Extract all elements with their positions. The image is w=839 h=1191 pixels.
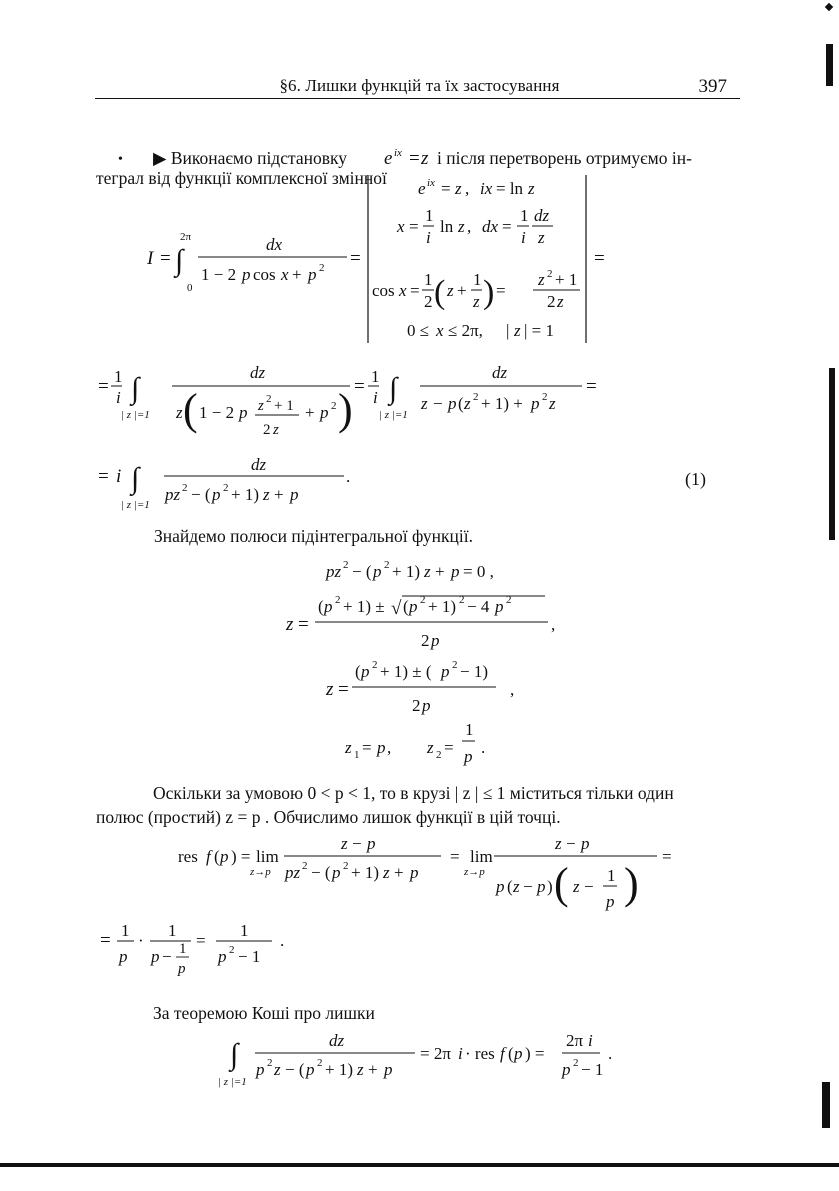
svg-text:lim: lim [256,847,279,866]
formula-quadratic-roots [285,594,555,650]
svg-text:p: p [377,738,386,757]
svg-text:=: = [409,148,420,169]
svg-text:−: − [433,394,443,413]
scan-corner-mark [825,3,833,11]
formula-poles-equation [325,559,494,581]
svg-text:1: 1 [240,921,249,940]
svg-text:(: ( [355,662,361,681]
svg-text:(: ( [403,597,409,616]
svg-text:− (: − ( [352,562,372,581]
svg-text:=: = [441,179,451,198]
formula-pole-values [344,720,485,766]
svg-text:− 4: − 4 [467,597,490,616]
footer-rule [0,1163,839,1167]
svg-text:p: p [410,863,419,882]
svg-text:0 ≤: 0 ≤ [407,321,430,340]
svg-text:ix: ix [427,177,435,189]
svg-text:2: 2 [506,594,512,606]
svg-text:=: = [586,376,597,397]
svg-text:i: i [458,1044,463,1063]
svg-text:p: p [256,1060,265,1079]
page-number: 397 [698,76,727,97]
svg-text:p: p [178,961,186,977]
svg-text:i: i [116,466,122,487]
paragraph-substitution-intro: ▶ Виконаємо підстановку [153,148,347,168]
svg-text:·: · [138,931,144,950]
svg-text:e: e [384,148,393,169]
svg-text:=: = [338,679,349,700]
svg-text:ix: ix [394,147,402,159]
svg-text:pz: pz [165,485,181,504]
svg-text:2: 2 [473,391,479,403]
svg-text:z: z [357,1060,364,1079]
svg-text:= ln: = ln [496,179,524,198]
svg-text:.: . [346,467,351,486]
svg-text:.: . [280,931,285,950]
svg-text:∫: ∫ [389,372,398,405]
svg-text:p: p [441,662,450,681]
svg-text:=: = [196,931,206,950]
svg-text:∫: ∫ [131,372,140,405]
formula-residue [178,834,672,911]
svg-text:=: = [362,738,372,757]
svg-text:p: p [242,265,251,284]
svg-text:+: + [305,403,315,422]
svg-text:=: = [160,248,171,269]
formula-cauchy-integral [218,1031,612,1088]
svg-text:−: − [584,877,594,896]
svg-text:2: 2 [573,1057,579,1069]
svg-text:2: 2 [331,400,337,412]
svg-text:∫: ∫ [230,1038,239,1071]
scan-edge-mark-bottom [822,1082,830,1128]
svg-text:2: 2 [436,749,442,761]
svg-text:dx: dx [482,217,499,236]
svg-text:ix: ix [480,179,493,198]
svg-text:=: = [100,930,111,951]
svg-text:p: p [367,834,376,853]
svg-text:p: p [218,947,227,966]
svg-text:i: i [116,388,121,407]
substitution-table [368,175,605,343]
svg-text:,: , [387,738,392,757]
svg-text:p: p [537,877,546,896]
svg-text:p: p [451,562,460,581]
svg-text:+ 1): + 1) [428,597,456,616]
svg-text:,: , [465,179,470,198]
svg-text:2: 2 [317,1057,323,1069]
svg-text:+ 1: + 1 [555,270,578,289]
svg-text:2π: 2π [566,1031,584,1050]
svg-text:(: ( [458,394,464,413]
running-header-title: §6. Лишки функцій та їх застосування [279,76,560,95]
svg-text:| z |=1: | z |=1 [218,1076,247,1088]
svg-text:pz: pz [285,863,301,882]
svg-text:) =: ) = [231,847,251,866]
svg-text:p: p [464,747,473,766]
svg-text:1: 1 [121,921,130,940]
svg-text:p: p [496,877,505,896]
svg-text:dz: dz [492,363,508,382]
svg-text:+: + [292,265,302,284]
svg-text:√: √ [391,598,402,619]
svg-text:z: z [473,292,480,311]
svg-text:z: z [286,614,294,635]
svg-text:z: z [263,485,270,504]
svg-text:| = 1: | = 1 [524,321,554,340]
svg-text:2: 2 [421,631,430,650]
svg-text:+: + [368,1060,378,1079]
svg-text:2: 2 [542,391,548,403]
svg-text:≤ 2π,: ≤ 2π, [448,321,483,340]
svg-text:2: 2 [372,659,378,671]
svg-text:+ 1): + 1) [231,485,259,504]
svg-text:(: ( [214,847,220,866]
svg-text:− (: − ( [311,863,331,882]
svg-text:2: 2 [459,594,465,606]
svg-text:1: 1 [520,206,529,225]
svg-text:+ 1) ± (: + 1) ± ( [380,662,432,681]
svg-text:(: ( [318,597,324,616]
svg-text:z: z [341,834,348,853]
svg-text:2: 2 [229,944,235,956]
svg-text:2: 2 [343,559,349,571]
formula-transform-line [98,363,597,438]
svg-text:z: z [421,148,429,169]
svg-text:−: − [352,834,362,853]
svg-text:− 1: − 1 [238,947,261,966]
svg-text:i: i [373,388,378,407]
svg-text:dz: dz [534,206,550,225]
svg-text:,: , [551,615,556,634]
svg-text:p: p [308,265,317,284]
svg-text:=: = [350,248,361,269]
svg-text:p: p [320,403,329,422]
formula-integral-I [146,231,361,294]
svg-text:res: res [178,847,198,866]
svg-text:+ 1): + 1) [325,1060,353,1079]
paragraph-substitution-tail: і після перетворень отримуємо ін- [437,148,692,168]
svg-text:2: 2 [182,482,188,494]
paragraph-integral-intro: теграл від функції комплексної змінної [96,168,387,188]
svg-text:2: 2 [384,559,390,571]
svg-text:p: p [581,834,590,853]
svg-text:lim: lim [470,847,493,866]
svg-text:=: = [594,248,605,269]
svg-text:z: z [424,562,431,581]
svg-text:1: 1 [425,206,434,225]
svg-text:2: 2 [266,393,272,405]
formula-roots-simplified [325,659,514,715]
svg-text:2: 2 [547,292,556,311]
svg-text:1: 1 [607,866,616,885]
svg-text:z→p: z→p [464,866,485,878]
svg-text:e: e [418,179,426,198]
svg-text:2: 2 [412,696,421,715]
svg-text:2: 2 [263,422,271,438]
svg-text:i: i [521,228,526,247]
svg-text:= 0 ,: = 0 , [463,562,494,581]
paragraph-condition-line2: полюс (простий) z = p . Обчислимо лишок функції в цій точці. [96,807,561,827]
svg-text:p: p [212,485,221,504]
svg-text:p: p [431,631,440,650]
scan-edge-mark-middle [829,368,835,540]
svg-text:2: 2 [452,659,458,671]
svg-text:cos: cos [253,265,276,284]
svg-text:p: p [384,1060,393,1079]
svg-text:z: z [464,394,471,413]
svg-text:+: + [274,485,284,504]
svg-text:=: = [662,847,672,866]
svg-text:| z |=1: | z |=1 [379,409,408,421]
svg-text:p: p [290,485,299,504]
svg-text:z: z [538,228,545,247]
svg-text:(: ( [434,274,446,311]
svg-text:z: z [274,1060,281,1079]
svg-text:+ 1): + 1) [392,562,420,581]
svg-text:1: 1 [354,749,360,761]
svg-text:=: = [496,281,506,300]
svg-text:z: z [447,281,454,300]
svg-text:2: 2 [267,1057,273,1069]
svg-text:=: = [98,376,109,397]
svg-text:p: p [448,394,457,413]
svg-text:=: = [98,466,109,487]
svg-text:p: p [361,662,370,681]
svg-text:p: p [151,947,160,966]
equation-number: (1) [685,469,706,489]
svg-text:p: p [409,597,418,616]
svg-text:∫: ∫ [131,462,140,495]
svg-text:dz: dz [251,455,267,474]
svg-text:z→p: z→p [250,866,271,878]
svg-text:+ 1: + 1 [274,398,294,414]
svg-text:+: + [435,562,445,581]
svg-text:.: . [481,738,486,757]
svg-text:dz: dz [250,363,266,382]
svg-text:+ 1): + 1) [351,863,379,882]
svg-text:− 1: − 1 [581,1060,604,1079]
svg-text:i: i [588,1031,593,1050]
svg-text:dz: dz [329,1031,345,1050]
svg-text:p: p [606,892,615,911]
svg-text:): ) [338,385,353,434]
svg-text:− (: − ( [191,485,211,504]
svg-text:z: z [176,403,183,422]
svg-text:(: ( [507,877,513,896]
svg-text:−: − [566,834,576,853]
svg-text:x: x [436,321,444,340]
svg-text:z: z [513,877,520,896]
svg-text:=: = [410,281,420,300]
svg-text:pz: pz [326,562,342,581]
svg-text:,: , [467,217,472,236]
bullet-mark: • [118,152,123,167]
svg-text:z: z [383,863,390,882]
svg-text:2π: 2π [180,231,192,243]
svg-text:,: , [510,680,515,699]
svg-text:p: p [562,1060,571,1079]
svg-text:I: I [147,248,154,269]
svg-text:2: 2 [302,860,308,872]
svg-text:1: 1 [114,367,123,386]
svg-text:1: 1 [424,270,433,289]
paragraph-find-poles: Знайдемо полюси підінтегральної функції. [154,526,474,546]
header-rule [95,98,740,99]
svg-text:2: 2 [420,594,426,606]
svg-text:0: 0 [187,282,193,294]
svg-text:· res: · res [465,1044,495,1063]
svg-text:f: f [206,847,211,866]
svg-text:2: 2 [335,594,341,606]
svg-text:z: z [345,738,352,757]
svg-text:| z |=1: | z |=1 [121,499,150,511]
svg-text:p: p [119,947,128,966]
svg-text:=: = [502,217,512,236]
svg-text:− 1): − 1) [460,662,488,681]
svg-text:1: 1 [473,270,482,289]
svg-text:=: = [444,738,454,757]
svg-text:p: p [239,403,248,422]
svg-text:z: z [557,292,564,311]
svg-text:1 − 2: 1 − 2 [201,265,237,284]
svg-text:): ) [624,859,639,908]
svg-text:2: 2 [319,262,325,274]
svg-text:z: z [455,179,462,198]
svg-text:+: + [457,281,467,300]
svg-text:z: z [549,394,556,413]
svg-text:(: ( [554,859,569,908]
svg-text:=: = [450,847,460,866]
svg-text:| z |=1: | z |=1 [121,409,150,421]
formula-residue-result [100,921,284,977]
svg-text:+ 1) ±: + 1) ± [343,597,385,616]
svg-text:z: z [538,270,545,289]
svg-text:z: z [573,877,580,896]
svg-text:2: 2 [343,860,349,872]
svg-text:.: . [608,1044,613,1063]
svg-text:p: p [324,597,333,616]
svg-text:|: | [506,321,510,340]
svg-text:1: 1 [168,921,177,940]
svg-text:x: x [397,217,405,236]
svg-text:1: 1 [371,367,380,386]
scan-edge-mark-top [826,44,833,86]
svg-text:p: p [332,863,341,882]
svg-text:p: p [220,847,229,866]
formula-equation-1 [98,455,350,511]
svg-text:−: − [162,947,172,966]
svg-text:p: p [514,1044,523,1063]
svg-text:) =: ) = [525,1044,545,1063]
svg-text:p: p [306,1060,315,1079]
svg-text:cos: cos [372,281,395,300]
svg-text:z: z [421,394,428,413]
svg-text:z: z [427,738,434,757]
svg-text:x: x [281,265,289,284]
svg-text:z: z [528,179,535,198]
svg-text:p: p [422,696,431,715]
svg-text:= 2π: = 2π [420,1044,451,1063]
svg-text:p: p [495,597,504,616]
svg-text:1 − 2: 1 − 2 [199,403,235,422]
svg-text:p: p [531,394,540,413]
svg-text:p: p [373,562,382,581]
svg-text:): ) [483,274,495,311]
paragraph-condition-line1: Оскільки за умовою 0 < p < 1, то в крузі | z | ≤ 1 міститься тільки один [153,783,674,803]
svg-text:2: 2 [547,268,553,280]
svg-text:(: ( [183,385,198,434]
svg-text:z: z [258,398,264,414]
svg-text:i: i [426,228,431,247]
svg-text:− (: − ( [285,1060,305,1079]
paragraph-cauchy-theorem: За теоремою Коші про лишки [153,1003,375,1023]
svg-text:): ) [547,877,553,896]
svg-text:∫: ∫ [175,244,184,277]
svg-text:2: 2 [223,482,229,494]
svg-text:+ 1) +: + 1) + [481,394,523,413]
svg-text:z: z [514,321,521,340]
svg-text:z: z [326,679,334,700]
svg-text:z: z [555,834,562,853]
svg-text:=: = [409,217,419,236]
svg-text:1: 1 [465,720,474,739]
svg-text:(: ( [508,1044,514,1063]
svg-text:2: 2 [424,292,433,311]
svg-text:=: = [354,376,365,397]
svg-text:ln: ln [440,217,454,236]
svg-text:dx: dx [266,235,283,254]
formula-substitution-inline [384,147,429,169]
svg-text:x: x [399,281,407,300]
svg-text:1: 1 [179,941,187,957]
svg-text:+: + [394,863,404,882]
svg-text:−: − [523,877,533,896]
svg-text:f: f [500,1044,505,1063]
svg-text:z: z [458,217,465,236]
svg-text:z: z [273,422,279,438]
svg-text:=: = [298,614,309,635]
